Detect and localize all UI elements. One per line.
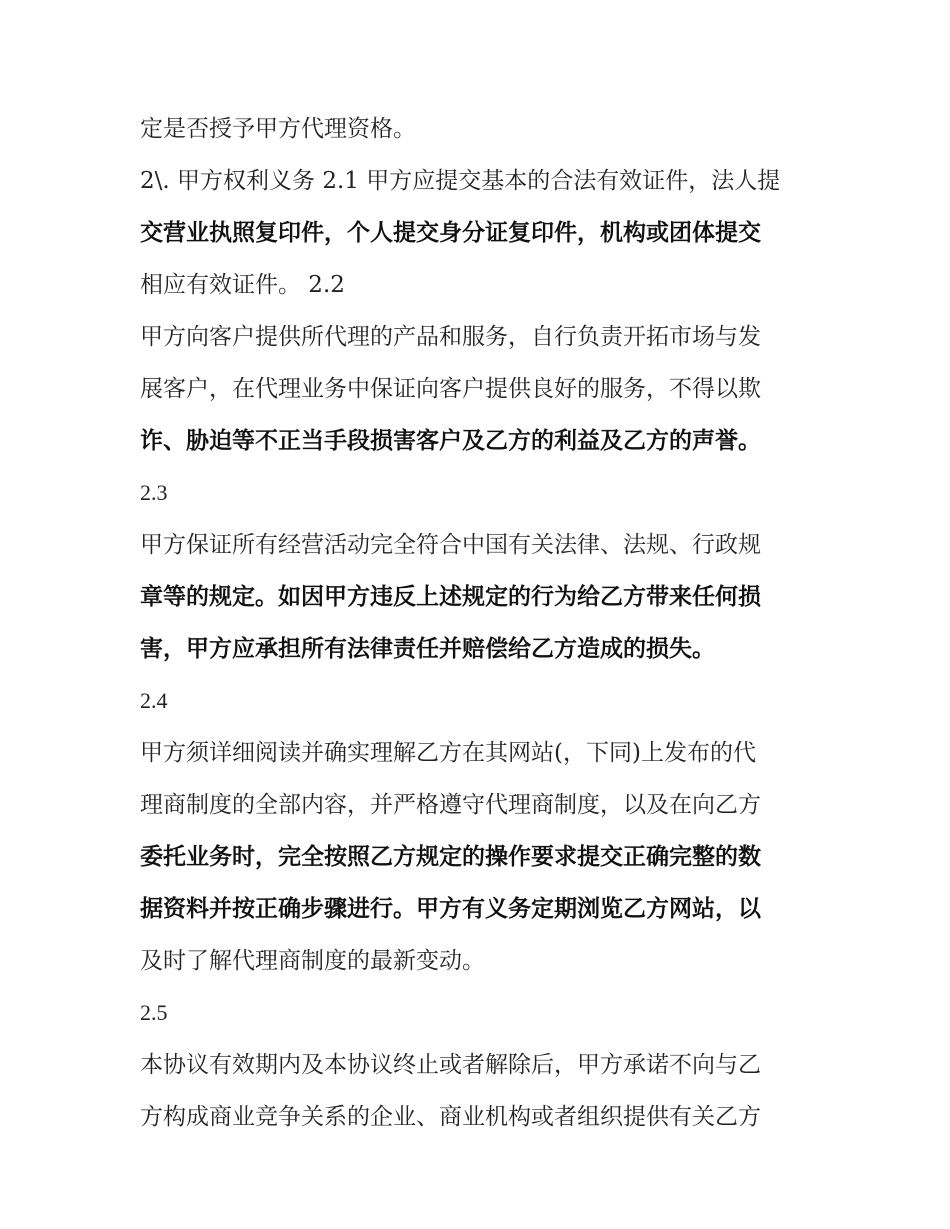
text-line-2: 2\. 甲方权利义务 2.1 甲方应提交基本的合法有效证件，法人提 [140,168,781,194]
text-line-10: 章等的规定。如因甲方违反上述规定的行为给乙方带来任何损 [140,584,761,610]
text-line-1: 定是否授予甲方代理资格。 [140,116,416,142]
text-line-11: 害，甲方应承担所有法律责任并赔偿给乙方造成的损失。 [140,636,715,662]
text-line-14: 理商制度的全部内容，并严格遵守代理商制度，以及在向乙方 [140,792,761,818]
text-line-15: 委托业务时，完全按照乙方规定的操作要求提交正确完整的数 [140,844,761,870]
text-line-3: 交营业执照复印件，个人提交身分证复印件，机构或团体提交 [140,220,761,246]
document-body [140,103,815,1143]
text-line-13: 甲方须详细阅读并确实理解乙方在其网站(，下同)上发布的代 [140,740,756,766]
section-number-2-3: 2.3 [140,480,168,505]
section-number-2-5: 2.5 [140,1000,168,1025]
text-line-20: 方构成商业竞争关系的企业、商业机构或者组织提供有关乙方 [140,1104,761,1130]
text-line-9: 甲方保证所有经营活动完全符合中国有关法律、法规、行政规 [140,532,761,558]
text-line-16: 据资料并按正确步骤进行。甲方有义务定期浏览乙方网站，以 [140,896,761,922]
text-line-19: 本协议有效期内及本协议终止或者解除后，甲方承诺不向与乙 [140,1052,761,1078]
section-number-2-4: 2.4 [140,688,168,713]
text-line-5: 甲方向客户提供所代理的产品和服务，自行负责开拓市场与发 [140,324,761,350]
text-line-7: 诈、胁迫等不正当手段损害客户及乙方的利益及乙方的声誉。 [140,428,761,454]
text-line-6: 展客户，在代理业务中保证向客户提供良好的服务，不得以欺 [140,376,761,402]
text-line-4: 相应有效证件。 2.2 [140,272,345,298]
text-line-17: 及时了解代理商制度的最新变动。 [140,948,485,974]
